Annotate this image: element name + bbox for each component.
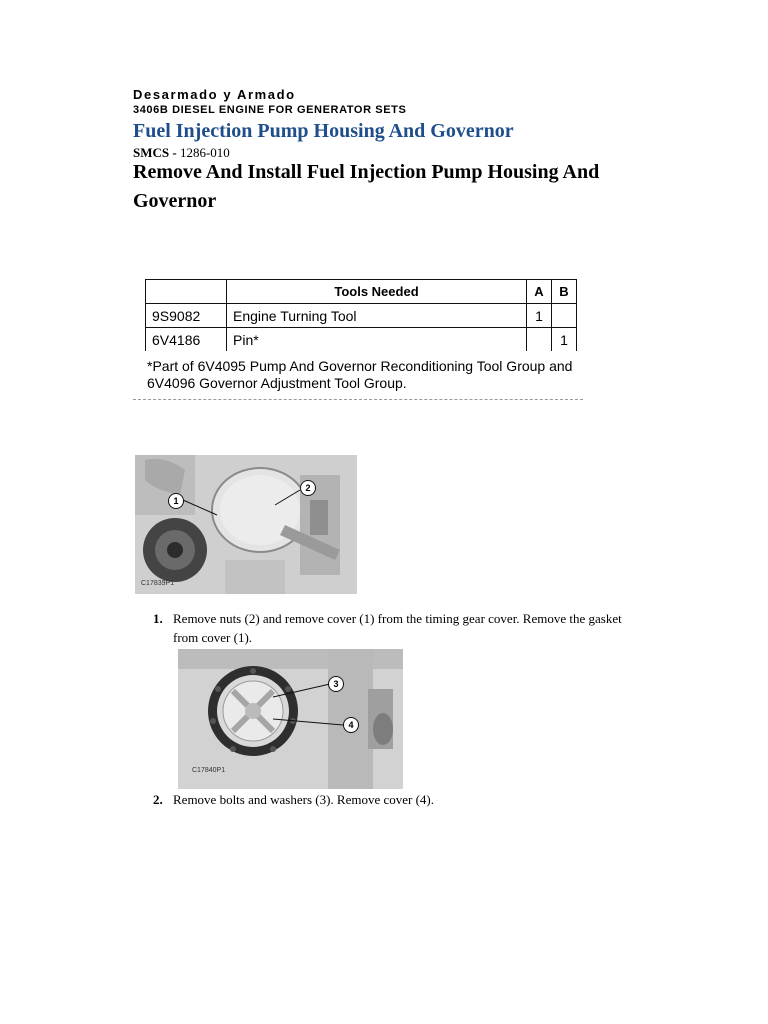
tools-table	[145, 279, 577, 351]
figure-timing-cover-photo	[135, 455, 357, 594]
page-title: Remove And Install Fuel Injection Pump Housing And Governor	[133, 161, 600, 212]
table-row	[146, 304, 577, 328]
smcs-label: SMCS -	[133, 145, 177, 160]
section-title: Fuel Injection Pump Housing And Governor	[133, 120, 514, 142]
tool-qty-a: 1	[527, 304, 552, 328]
tool-part-number: 6V4186	[146, 328, 227, 352]
tool-qty-b: 1	[552, 328, 577, 352]
callout-2: 2	[300, 480, 316, 496]
tool-qty-b	[552, 304, 577, 328]
engine-subtitle: 3406B DIESEL ENGINE FOR GENERATOR SETS	[133, 104, 407, 116]
figure-cover-bolts-photo	[178, 649, 403, 789]
smcs-code: 1286-010	[179, 145, 230, 160]
figure-code: C17839P1	[141, 580, 175, 587]
tools-header-name: Tools Needed	[227, 280, 527, 304]
tool-name: Engine Turning Tool	[227, 304, 527, 328]
section-label-es: Desarmado y Armado	[133, 87, 296, 102]
step-number: 2.	[153, 792, 163, 807]
figure-code: C17840P1	[192, 767, 226, 774]
step-text: Remove bolts and washers (3). Remove cover (4).	[173, 792, 435, 807]
step-text: Remove nuts (2) and remove cover (1) from the timing gear cover. Remove the gasket from cover (1).	[173, 611, 622, 645]
tool-qty-a	[527, 328, 552, 352]
callout-1: 1	[168, 493, 184, 509]
photo-illustration	[135, 455, 357, 594]
tools-footnote: *Part of 6V4095 Pump And Governor Reconditioning Tool Group and 6V4096 Governor Adjustment Tool Group.	[147, 358, 573, 391]
tool-part-number: 9S9082	[146, 304, 227, 328]
step-number: 1.	[153, 611, 163, 626]
divider	[133, 399, 583, 400]
callout-4: 4	[343, 717, 359, 733]
tools-header-b: B	[552, 280, 577, 304]
callout-3: 3	[328, 676, 344, 692]
tools-header-a: A	[527, 280, 552, 304]
tools-header-part	[146, 280, 227, 304]
table-row	[146, 328, 577, 352]
tool-name: Pin*	[227, 328, 527, 352]
